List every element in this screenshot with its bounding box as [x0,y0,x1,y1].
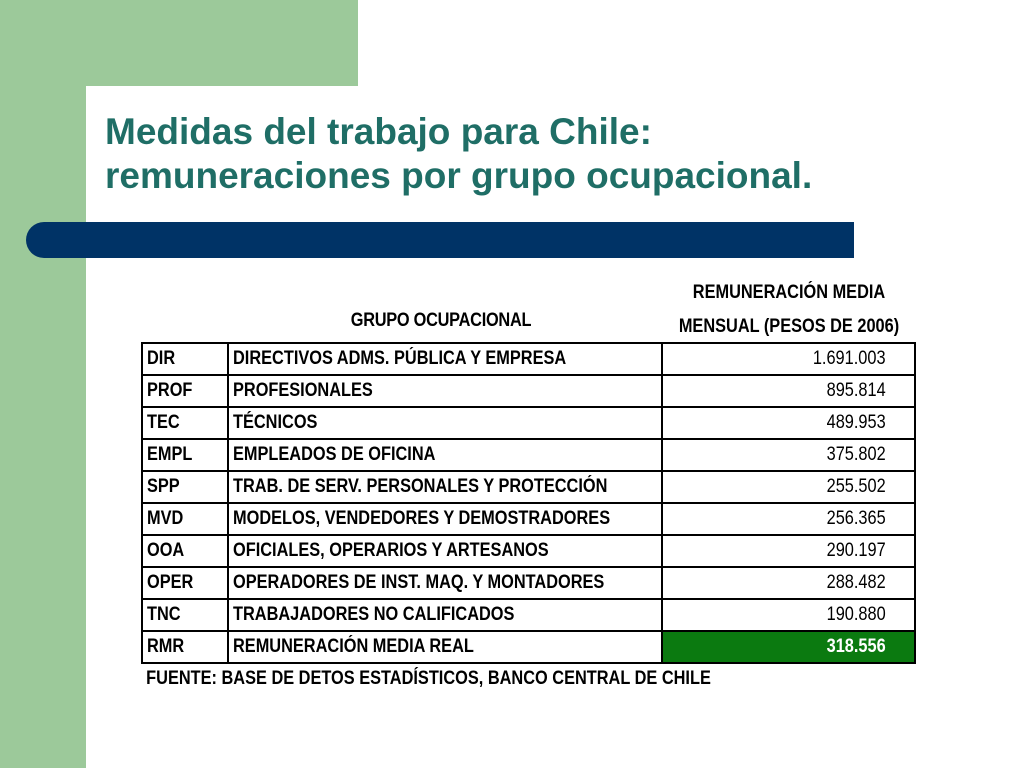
row-value: 1.691.003 [813,348,886,369]
table-row [142,535,915,567]
row-value: 190.880 [826,604,886,625]
title-underline-bar [26,222,854,258]
header-remuneracion-line-1: REMUNERACIÓN MEDIA [692,282,886,303]
table-row [142,567,915,599]
left-green-band [0,0,86,768]
table-source-note: FUENTE: BASE DE DETOS ESTADÍSTICOS, BANCO CENTRAL DE CHILE [146,668,711,689]
table-row [142,375,915,407]
table-row-total [142,631,915,663]
remuneration-table [141,342,916,664]
table-row [142,599,915,631]
row-name: OFICIALES, OPERARIOS Y ARTESANOS [233,540,549,561]
table-header [141,272,917,342]
slide-title-line-1: Medidas del trabajo para Chile: [105,111,652,152]
row-code: OPER [147,572,194,593]
row-code: OOA [147,540,185,561]
row-code: EMPL [147,444,193,465]
table-row [142,343,915,375]
row-code: SPP [147,476,180,497]
row-value: 318.556 [826,636,886,657]
row-name: REMUNERACIÓN MEDIA REAL [233,636,474,657]
row-name: TRAB. DE SERV. PERSONALES Y PROTECCIÓN [233,476,608,497]
header-grupo-ocupacional: GRUPO OCUPACIONAL [350,310,532,331]
row-value: 256.365 [826,508,886,529]
highlighted-value-cell [662,631,915,663]
top-green-band [0,0,358,86]
header-remuneracion-line-2: MENSUAL (PESOS DE 2006) [678,316,900,337]
row-name: EMPLEADOS DE OFICINA [233,444,436,465]
row-name: TRABAJADORES NO CALIFICADOS [233,604,515,625]
table-row [142,503,915,535]
row-code: PROF [147,380,193,401]
row-code: TNC [147,604,181,625]
slide-title-line-2: remuneraciones por grupo ocupacional. [105,155,813,196]
row-name: TÉCNICOS [233,412,318,433]
row-name: PROFESIONALES [233,380,373,401]
table-row [142,471,915,503]
row-name: DIRECTIVOS ADMS. PÚBLICA Y EMPRESA [233,348,567,369]
row-value: 489.953 [826,412,886,433]
row-value: 895.814 [826,380,886,401]
row-code: RMR [147,636,185,657]
row-code: DIR [147,348,176,369]
remuneration-table-block [141,272,917,690]
header-remuneracion [677,276,901,344]
row-value: 375.802 [826,444,886,465]
row-value: 255.502 [826,476,886,497]
row-value: 288.482 [826,572,886,593]
row-code: TEC [147,412,180,433]
slide-title [105,110,965,198]
row-value: 290.197 [826,540,886,561]
row-name: OPERADORES DE INST. MAQ. Y MONTADORES [233,572,605,593]
table-row [142,407,915,439]
table-row [142,439,915,471]
row-code: MVD [147,508,184,529]
row-name: MODELOS, VENDEDORES Y DEMOSTRADORES [233,508,611,529]
